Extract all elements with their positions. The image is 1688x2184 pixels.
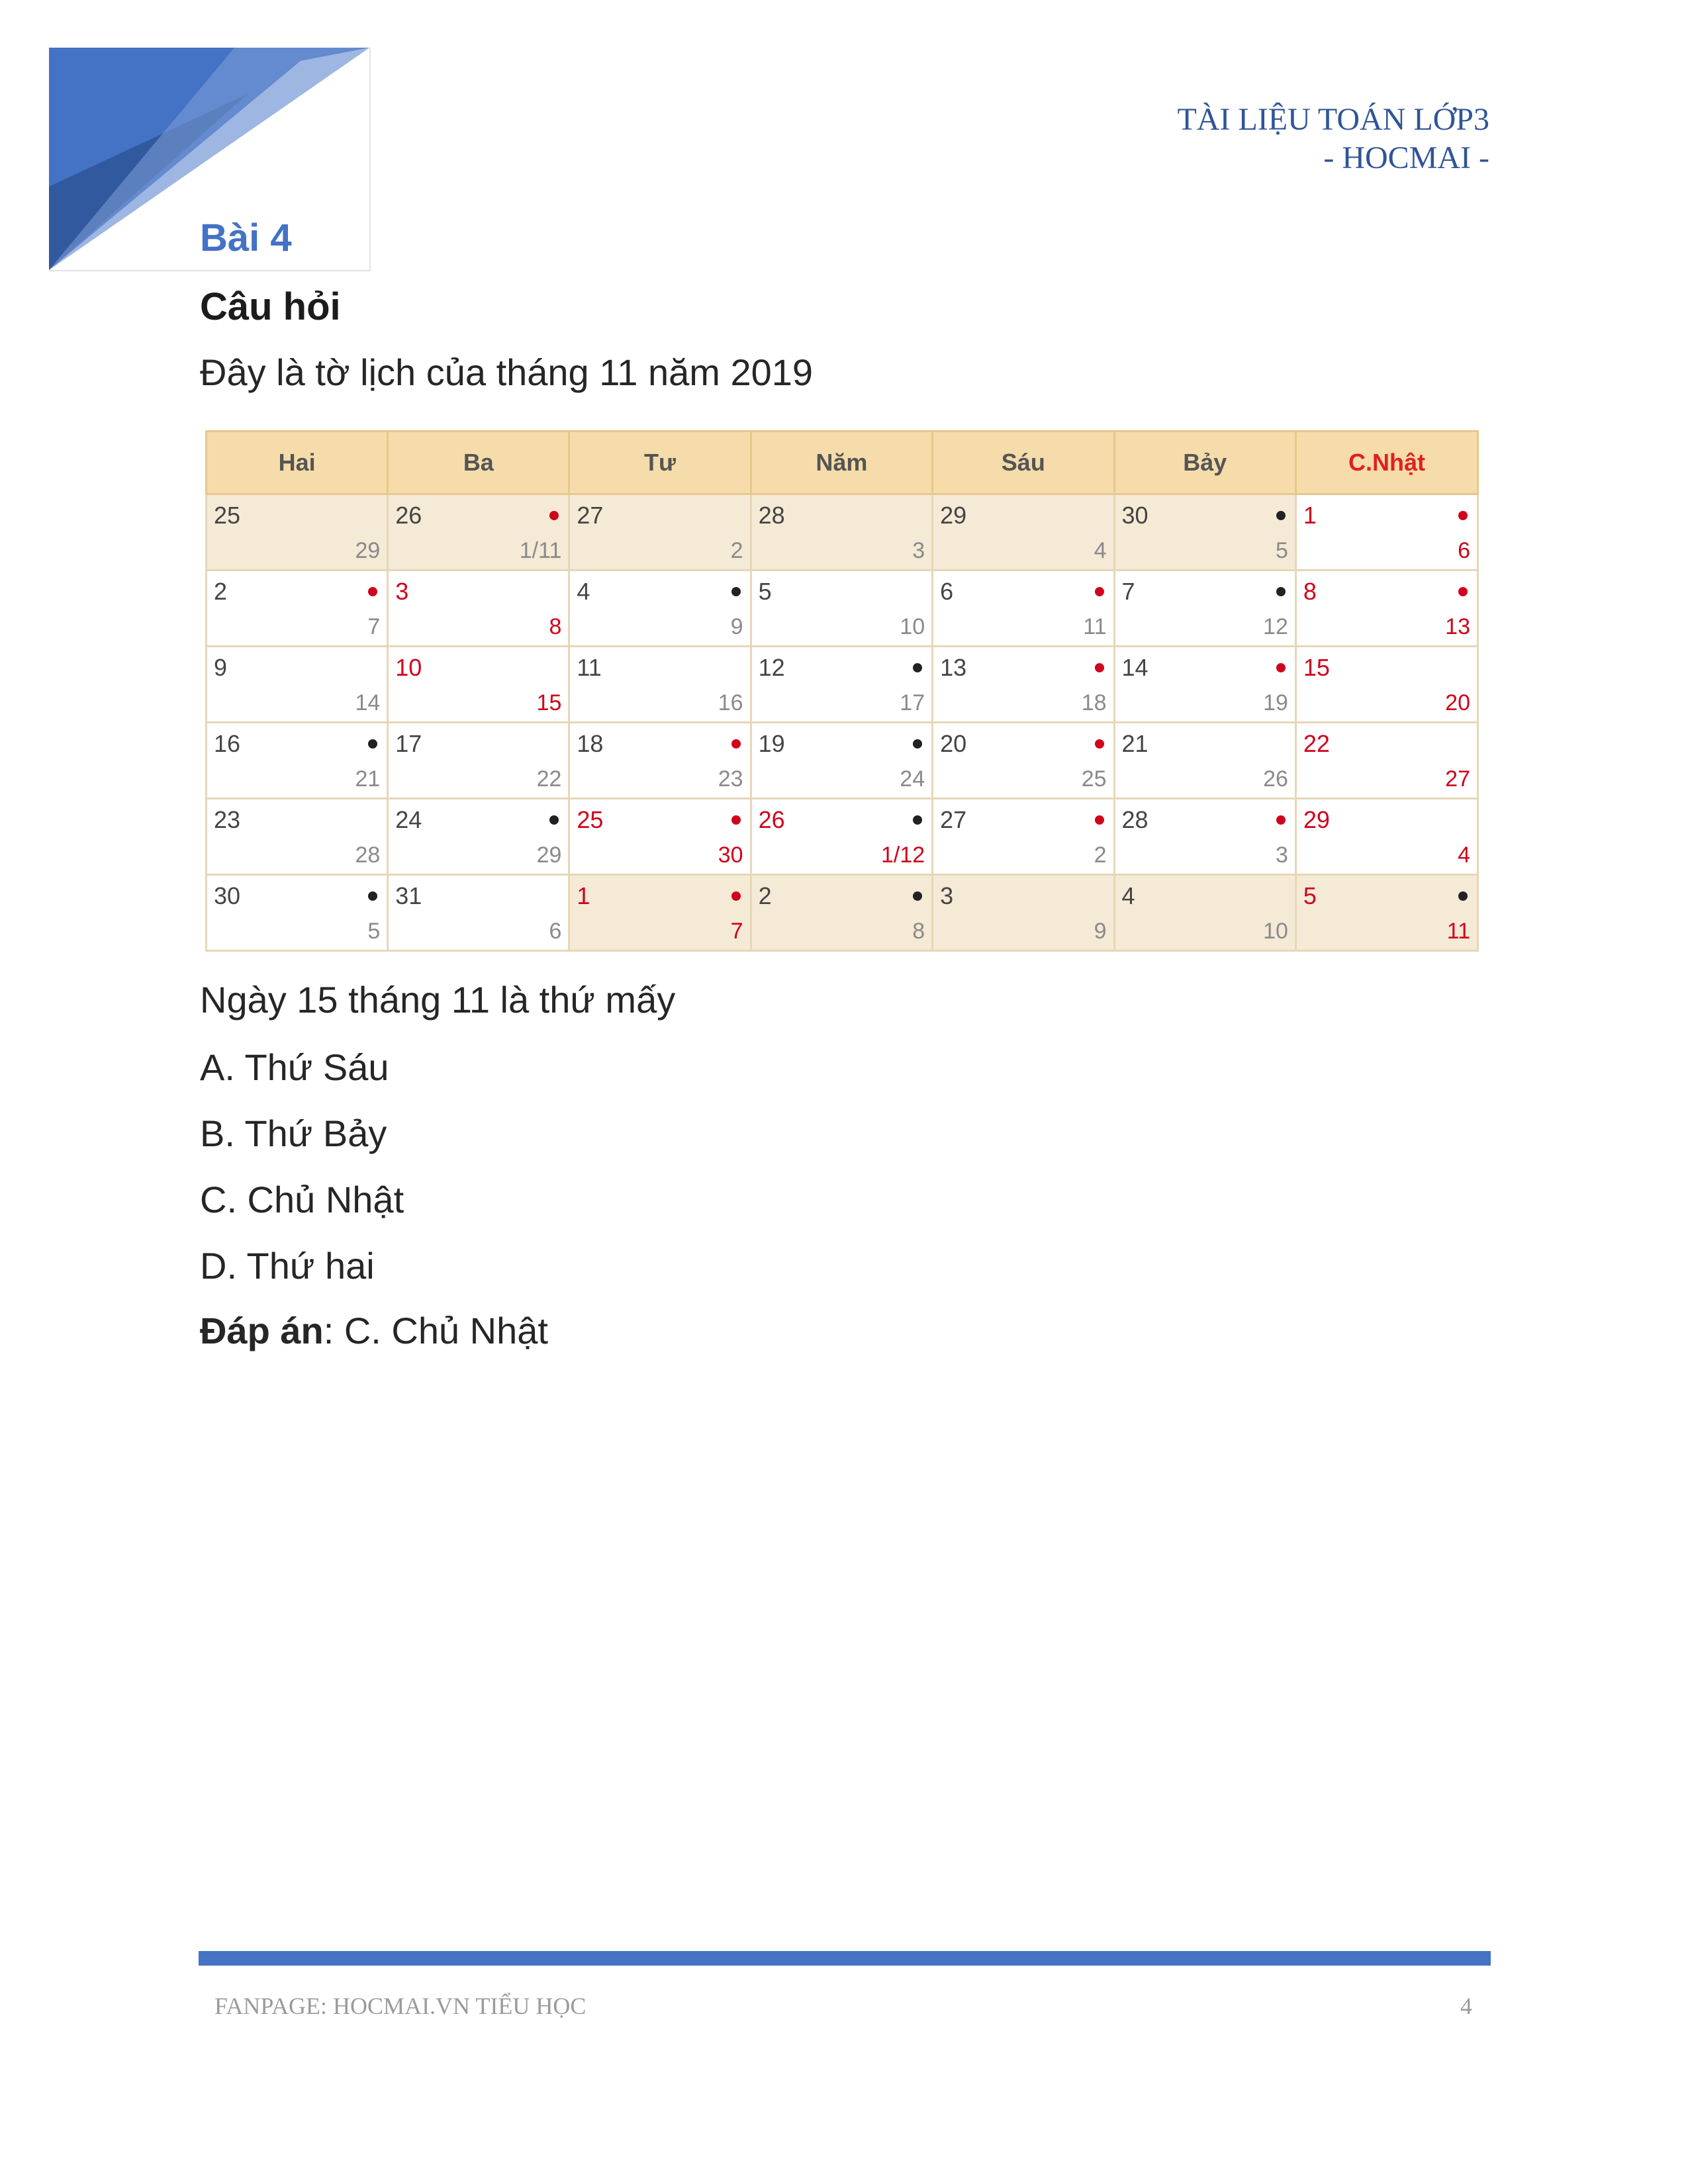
lunar-date: 15 — [536, 690, 562, 715]
moon-dot-icon — [1276, 511, 1286, 520]
lunar-date: 2 — [730, 538, 743, 563]
calendar-day-cell — [933, 494, 1114, 570]
solar-date: 5 — [758, 578, 772, 605]
weekday-header: Năm — [751, 432, 933, 494]
moon-dot-icon — [549, 511, 559, 520]
calendar-day-cell — [751, 799, 933, 875]
lunar-date: 24 — [900, 766, 925, 792]
calendar-day-cell — [569, 875, 751, 951]
moon-dot-icon — [731, 891, 741, 901]
lunar-date: 25 — [1081, 766, 1107, 792]
solar-date: 27 — [940, 806, 967, 833]
calendar-day-cell — [1114, 494, 1295, 570]
calendar-day-cell — [1295, 570, 1477, 647]
header-title-line2: - HOCMAI - — [1323, 140, 1489, 175]
calendar-week-row — [207, 875, 1478, 951]
lunar-date: 4 — [1458, 842, 1470, 868]
answer-options — [200, 1044, 404, 1309]
weekday-header: Tư — [569, 432, 751, 494]
calendar-day-cell — [207, 570, 388, 647]
lunar-date: 5 — [367, 919, 381, 944]
solar-date: 19 — [758, 730, 785, 757]
moon-dot-icon — [368, 739, 377, 749]
option-c: C. Chủ Nhật — [200, 1179, 404, 1220]
moon-dot-icon — [368, 587, 377, 596]
moon-dot-icon — [1458, 891, 1468, 901]
lunar-date: 1/12 — [880, 842, 925, 868]
solar-date: 28 — [758, 502, 785, 529]
solar-date: 28 — [1121, 806, 1149, 833]
lunar-date: 19 — [1263, 690, 1288, 715]
calendar-day-cell — [1295, 494, 1477, 570]
moon-dot-icon — [1276, 815, 1286, 825]
solar-date: 1 — [577, 882, 590, 909]
calendar-day-cell — [207, 723, 388, 799]
option-a: A. Thứ Sáu — [200, 1046, 389, 1088]
solar-date: 18 — [577, 730, 604, 757]
moon-dot-icon — [913, 739, 922, 749]
calendar-day-cell — [751, 570, 933, 647]
lunar-date: 13 — [1445, 614, 1470, 639]
option-d: D. Thứ hai — [200, 1245, 375, 1287]
lunar-date: 9 — [1094, 919, 1107, 944]
lunar-date: 1/11 — [519, 538, 562, 563]
calendar-day-cell — [1295, 875, 1477, 951]
moon-dot-icon — [1095, 739, 1104, 749]
calendar-day-cell — [388, 647, 569, 723]
solar-date: 23 — [214, 806, 241, 833]
calendar-day-cell — [933, 570, 1114, 647]
calendar-day-cell — [1295, 647, 1477, 723]
calendar-week-row — [207, 647, 1478, 723]
solar-date: 4 — [1121, 882, 1135, 909]
weekday-header: Ba — [388, 432, 569, 494]
calendar-day-cell — [751, 875, 933, 951]
solar-date: 14 — [1121, 654, 1149, 681]
moon-dot-icon — [913, 815, 922, 825]
calendar-day-cell — [388, 723, 569, 799]
lunar-date: 12 — [1263, 614, 1288, 639]
lunar-date: 22 — [536, 766, 562, 792]
moon-dot-icon — [731, 739, 741, 749]
lunar-date: 3 — [912, 538, 925, 563]
solar-date: 25 — [214, 502, 241, 529]
calendar-day-cell — [1114, 723, 1295, 799]
calendar-day-cell — [933, 799, 1114, 875]
solar-date: 20 — [940, 730, 967, 757]
weekday-header: Sáu — [933, 432, 1114, 494]
solar-date: 30 — [214, 882, 241, 909]
solar-date: 27 — [577, 502, 604, 529]
calendar-day-cell — [1295, 723, 1477, 799]
lunar-date: 14 — [355, 690, 381, 715]
lunar-date: 30 — [718, 842, 743, 868]
moon-dot-icon — [1095, 587, 1104, 596]
calendar-day-cell — [1114, 875, 1295, 951]
calendar-day-cell — [933, 875, 1114, 951]
answer-text: : C. Chủ Nhật — [323, 1310, 548, 1351]
lunar-date: 23 — [718, 766, 743, 792]
lunar-date: 8 — [549, 614, 562, 639]
calendar-table — [205, 430, 1479, 952]
calendar-week-row — [207, 723, 1478, 799]
weekday-header: Bảy — [1114, 432, 1295, 494]
moon-dot-icon — [1095, 815, 1104, 825]
document-header — [1177, 101, 1489, 177]
footer-fanpage: FANPAGE: HOCMAI.VN TIỂU HỌC — [214, 1993, 586, 2019]
solar-date: 12 — [758, 654, 785, 681]
lunar-date: 6 — [549, 919, 562, 944]
answer-line — [200, 1309, 548, 1352]
solar-date: 22 — [1303, 730, 1330, 757]
lunar-date: 16 — [718, 690, 743, 715]
lunar-date: 7 — [730, 919, 743, 944]
solar-date: 7 — [1121, 578, 1135, 605]
lunar-date: 28 — [355, 842, 381, 868]
option-b: B. Thứ Bảy — [200, 1113, 387, 1154]
solar-date: 15 — [1303, 654, 1330, 681]
lunar-date: 10 — [900, 614, 925, 639]
solar-date: 24 — [395, 806, 422, 833]
solar-date: 29 — [940, 502, 967, 529]
calendar-week-row — [207, 494, 1478, 570]
lunar-date: 7 — [367, 614, 381, 639]
lesson-title: Bài 4 — [200, 216, 292, 259]
solar-date: 4 — [577, 578, 590, 605]
lunar-date: 27 — [1445, 766, 1470, 792]
solar-date: 3 — [395, 578, 409, 605]
solar-date: 26 — [395, 502, 422, 529]
calendar-day-cell — [751, 647, 933, 723]
solar-date: 11 — [577, 654, 602, 681]
calendar-day-cell — [569, 799, 751, 875]
question-heading: Câu hỏi — [200, 285, 341, 328]
calendar-day-cell — [569, 494, 751, 570]
lunar-date: 26 — [1263, 766, 1288, 792]
calendar-day-cell — [388, 875, 569, 951]
calendar-header-row — [207, 432, 1478, 494]
solar-date: 31 — [395, 882, 422, 909]
lunar-date: 11 — [1083, 614, 1107, 639]
solar-date: 3 — [940, 882, 954, 909]
weekday-header: C.Nhật — [1295, 432, 1477, 494]
moon-dot-icon — [913, 663, 922, 672]
calendar-week-row — [207, 799, 1478, 875]
moon-dot-icon — [1276, 587, 1286, 596]
calendar-day-cell — [1114, 570, 1295, 647]
footer-divider — [199, 1951, 1491, 1966]
solar-date: 1 — [1303, 502, 1317, 529]
moon-dot-icon — [731, 815, 741, 825]
calendar-day-cell — [569, 647, 751, 723]
solar-date: 21 — [1121, 730, 1149, 757]
moon-dot-icon — [549, 815, 559, 825]
lunar-date: 3 — [1275, 842, 1288, 868]
moon-dot-icon — [913, 891, 922, 901]
question-text: Ngày 15 tháng 11 là thứ mấy — [200, 979, 676, 1021]
lunar-date: 4 — [1094, 538, 1107, 563]
calendar-day-cell — [1114, 647, 1295, 723]
answer-label: Đáp án — [200, 1310, 324, 1351]
solar-date: 8 — [1303, 578, 1317, 605]
solar-date: 25 — [577, 806, 604, 833]
calendar-day-cell — [207, 875, 388, 951]
lunar-date: 18 — [1081, 690, 1107, 715]
lunar-date: 6 — [1458, 538, 1470, 563]
solar-date: 17 — [395, 730, 422, 757]
calendar-body — [207, 494, 1478, 951]
calendar-day-cell — [207, 494, 388, 570]
solar-date: 13 — [940, 654, 967, 681]
calendar-day-cell — [388, 570, 569, 647]
moon-dot-icon — [731, 587, 741, 596]
moon-dot-icon — [368, 891, 377, 901]
solar-date: 10 — [395, 654, 422, 681]
lunar-date: 20 — [1445, 690, 1470, 715]
lunar-date: 21 — [355, 766, 381, 792]
lunar-date: 5 — [1275, 538, 1288, 563]
solar-date: 29 — [1303, 806, 1330, 833]
solar-date: 30 — [1121, 502, 1149, 529]
solar-date: 26 — [758, 806, 785, 833]
weekday-header: Hai — [207, 432, 388, 494]
question-intro: Đây là tờ lịch của tháng 11 năm 2019 — [200, 351, 814, 393]
header-title-line1: TÀI LIỆU TOÁN LỚP3 — [1177, 102, 1489, 137]
lunar-date: 10 — [1263, 919, 1288, 944]
calendar-day-cell — [1295, 799, 1477, 875]
calendar-day-cell — [388, 494, 569, 570]
calendar-day-cell — [933, 723, 1114, 799]
calendar-day-cell — [388, 799, 569, 875]
solar-date: 2 — [214, 578, 228, 605]
page-number: 4 — [1460, 1993, 1472, 2019]
solar-date: 2 — [758, 882, 772, 909]
lunar-date: 29 — [355, 538, 381, 563]
calendar-day-cell — [569, 570, 751, 647]
moon-dot-icon — [1095, 663, 1104, 672]
calendar-day-cell — [207, 799, 388, 875]
calendar-day-cell — [1114, 799, 1295, 875]
lunar-date: 11 — [1446, 919, 1470, 944]
lunar-date: 8 — [912, 919, 925, 944]
lunar-date: 29 — [536, 842, 562, 868]
moon-dot-icon — [1276, 663, 1286, 672]
lunar-date: 9 — [730, 614, 743, 639]
calendar-day-cell — [751, 723, 933, 799]
calendar-day-cell — [207, 647, 388, 723]
calendar-day-cell — [933, 647, 1114, 723]
calendar-day-cell — [569, 723, 751, 799]
solar-date: 6 — [940, 578, 954, 605]
calendar-week-row — [207, 570, 1478, 647]
solar-date: 16 — [214, 730, 241, 757]
moon-dot-icon — [1458, 587, 1468, 596]
calendar-day-cell — [751, 494, 933, 570]
solar-date: 5 — [1303, 882, 1317, 909]
lunar-date: 2 — [1094, 842, 1107, 868]
solar-date: 9 — [214, 654, 228, 681]
moon-dot-icon — [1458, 511, 1468, 520]
lunar-date: 17 — [900, 690, 925, 715]
